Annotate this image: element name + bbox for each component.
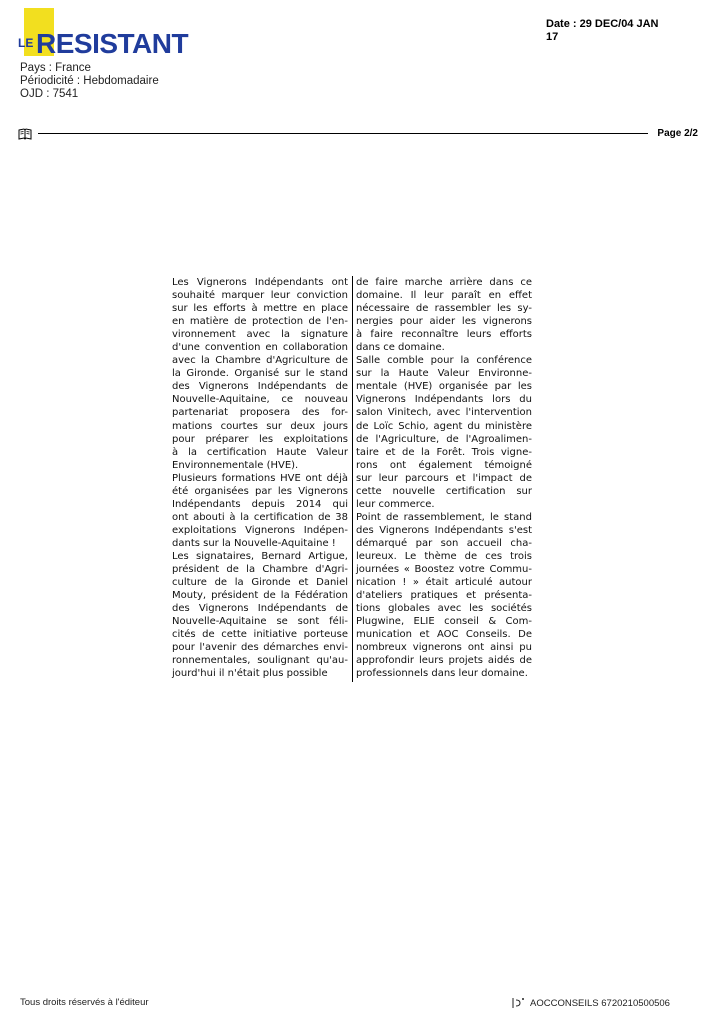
article-line: domaine. Il leur paraît en effet	[356, 290, 532, 302]
book-icon	[18, 128, 32, 140]
meta-ojd: OJD : 7541	[20, 88, 79, 100]
logo-le-text: LE	[18, 36, 34, 50]
publication-meta	[20, 62, 159, 101]
header-rule-row	[18, 128, 698, 140]
article-line: dants sur la Nouvelle-Aquitaine !	[172, 537, 336, 549]
article-line: sur la Haute Valeur Environne-	[356, 368, 532, 380]
article-line: souhaité marquer leur conviction	[172, 290, 348, 302]
article-line: Mouty, président de la Fédération	[172, 590, 348, 602]
article-line: Salle comble pour la conférence	[356, 355, 532, 367]
article-line: Vignerons Indépendants lors du	[356, 394, 532, 406]
article-line: nombreux vignerons ont ainsi pu	[356, 642, 532, 654]
article-line: munication et AOC Conseils. De	[356, 629, 532, 641]
article-line: mations courtes sur deux jours	[172, 420, 348, 432]
article-line: à faire reconnaître leurs efforts	[356, 329, 532, 341]
date-line-1: Date : 29 DEC/04 JAN	[546, 18, 659, 30]
article-line: tions globales avec les sociétés	[356, 603, 532, 615]
article-line: de faire marche arrière dans ce	[356, 277, 532, 288]
article-line: rons ont également témoigné	[356, 459, 532, 471]
article-line: Nouvelle-Aquitaine se sont féli-	[172, 616, 348, 628]
article-line: ont abouti à la certification de 38	[172, 511, 348, 523]
publication-logo	[18, 8, 189, 59]
article-line: pour l'avenir des démarches envi-	[172, 642, 348, 654]
article-line: Plugwine, ELIE conseil & Com-	[356, 616, 532, 628]
footer-reference	[510, 997, 670, 1009]
article-line: des Vignerons Indépendants de	[172, 381, 348, 393]
article-line: nication ! » était articulé autour	[356, 577, 532, 589]
article-line: avec la Chambre d'Agriculture de	[172, 355, 348, 367]
article-line: des Vignerons Indépendants de	[172, 603, 348, 615]
page-number: Page 2/2	[657, 128, 698, 139]
article-line: des Vignerons Indépendants s'est	[356, 524, 532, 536]
header-divider	[38, 133, 648, 134]
article-line: d'ateliers pratiques et présenta-	[356, 590, 532, 602]
article-line: Environnementale (HVE).	[172, 459, 299, 471]
article-line: leureux. Le thème de ces trois	[356, 550, 532, 562]
issue-date	[546, 18, 696, 44]
article-line: salon Vinitech, avec l'intervention	[356, 407, 532, 419]
article-line: approfondir leurs projets aidés de	[356, 655, 532, 667]
source-icon	[510, 997, 526, 1009]
article-column-2	[356, 276, 532, 680]
article-line: nécessaire de rassembler les sy-	[356, 303, 532, 315]
article-line: culture de la Gironde et Daniel	[172, 577, 348, 589]
article-line: été organisées par les Vignerons	[172, 485, 348, 497]
article-line: Nouvelle-Aquitaine, ce nouveau	[172, 394, 348, 406]
column-divider	[352, 276, 353, 682]
article-line: sur les efforts à mettre en place	[172, 303, 348, 315]
article-line: cités de cette initiative porteuse	[172, 629, 348, 641]
footer-ref-text: AOCCONSEILS 6720210500506	[530, 997, 670, 1009]
article-line: exploitations Vignerons Indépen-	[172, 524, 348, 536]
article-column-1	[172, 276, 348, 680]
article-line: cette nouvelle certification sur	[356, 485, 532, 497]
article-line: Plusieurs formations HVE ont déjà	[172, 472, 348, 484]
article-line: Les Vignerons Indépendants ont	[172, 277, 348, 288]
meta-country: Pays : France	[20, 62, 91, 74]
article-line: démarqué par son accueil cha-	[356, 537, 532, 549]
article-line: en matière de protection de l'en-	[172, 316, 348, 328]
article-line: pour préparer les exploitations	[172, 433, 348, 445]
article-line: partenariat proposera des for-	[172, 407, 348, 419]
article-line: la Gironde. Organisé sur le stand	[172, 368, 348, 380]
article-line: de Loïc Schio, agent du ministère	[356, 420, 532, 432]
article-line: à la certification Haute Valeur	[172, 446, 348, 458]
article-line: leur commerce.	[356, 498, 435, 510]
article-line: président de la Chambre d'Agri-	[172, 564, 348, 576]
article-line: nergies pour aider les vignerons	[356, 316, 532, 328]
article-line: professionnels dans leur domaine.	[356, 668, 528, 680]
article-line: jourd'hui il n'était plus possible	[172, 668, 328, 680]
article-line: Les signataires, Bernard Artigue,	[172, 550, 348, 562]
article-line: Point de rassemblement, le stand	[356, 511, 532, 523]
article-line: vironnement avec la signature	[172, 329, 348, 341]
article-line: de l'Agriculture, de l'Agroalimen-	[356, 433, 532, 445]
article-line: taire et de la Forêt. Trois vigne-	[356, 446, 532, 458]
article-line: dans ce domaine.	[356, 342, 445, 354]
article-line: d'une convention en collaboration	[172, 342, 348, 354]
meta-periodicity: Périodicité : Hebdomadaire	[20, 75, 159, 87]
logo-title-text: RESISTANT	[36, 28, 189, 59]
article-line: journées « Boostez votre Commu-	[356, 564, 532, 576]
footer-rights: Tous droits réservés à l'éditeur	[20, 997, 149, 1008]
date-line-2: 17	[546, 31, 559, 43]
article-line: ronnementales, soulignant qu'au-	[172, 655, 348, 667]
article-line: sur leur parcours et l'impact de	[356, 472, 532, 484]
article-line: Indépendants depuis 2014 qui	[172, 498, 348, 510]
article-line: mentale (HVE) organisée par les	[356, 381, 532, 393]
